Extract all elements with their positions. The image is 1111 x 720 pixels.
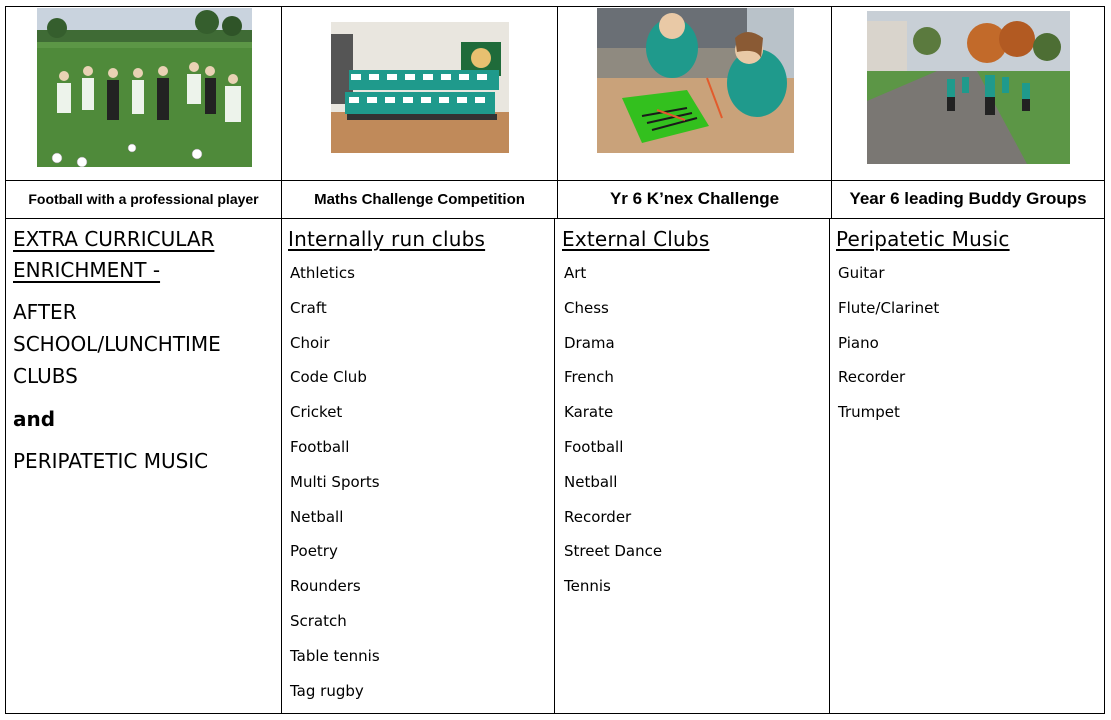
intro-line4: SCHOOL/LUNCHTIME [13, 332, 221, 356]
list-item: Athletics [290, 264, 355, 282]
caption-knex [558, 180, 831, 218]
list-item: Tag rugby [290, 681, 364, 700]
intro-title-line1: EXTRA CURRICULAR [13, 227, 215, 251]
list-item: Trumpet [838, 403, 900, 422]
intro-line6: and [13, 407, 56, 431]
caption-buddy [832, 180, 1104, 218]
list-item: Drama [564, 333, 615, 352]
list-item: Tennis [564, 577, 611, 596]
caption-football [6, 180, 281, 218]
list-item: Rounders [290, 577, 361, 596]
caption-buddy-text: Year 6 leading Buddy Groups [849, 189, 1087, 208]
internal-clubs-heading: Internally run clubs [288, 227, 486, 251]
external-clubs-list [564, 264, 662, 612]
intro-line3: AFTER [13, 300, 77, 324]
list-item: Recorder [838, 368, 906, 387]
table-border-right [1104, 6, 1105, 714]
peripatetic-music-list [838, 264, 939, 438]
caption-football-text: Football with a professional player [28, 191, 259, 207]
table-border-col2-bottom [554, 218, 555, 714]
list-item: Football [564, 437, 624, 456]
list-item: Flute/Clarinet [838, 298, 940, 317]
table-border-col3-bottom [829, 218, 830, 714]
peripatetic-music-column [836, 219, 1098, 720]
list-item: Football [290, 437, 350, 456]
list-item: Scratch [290, 611, 347, 630]
photo-buddy-groups [867, 11, 1070, 164]
list-item: Recorder [564, 507, 632, 526]
list-item: Multi Sports [290, 472, 380, 491]
peripatetic-music-heading: Peripatetic Music [836, 227, 1010, 251]
photo-maths-challenge [331, 22, 509, 153]
table-border-top [5, 6, 1105, 7]
list-item: Netball [290, 507, 344, 526]
intro-title-line2: ENRICHMENT - [13, 258, 161, 282]
list-item: Guitar [838, 264, 885, 282]
intro-line7: PERIPATETIC MUSIC [13, 449, 209, 473]
list-item: Cricket [290, 403, 343, 422]
internal-clubs-column [288, 219, 550, 720]
list-item: Table tennis [290, 646, 380, 665]
caption-maths-text: Maths Challenge Competition [314, 190, 525, 208]
list-item: Choir [290, 333, 330, 352]
list-item: Street Dance [564, 542, 663, 561]
list-item: Netball [564, 472, 618, 491]
list-item: Chess [564, 298, 609, 317]
intro-line5: CLUBS [13, 364, 78, 388]
list-item: Piano [838, 333, 879, 352]
list-item: Art [564, 264, 587, 282]
photo-football [37, 8, 252, 167]
list-item: Poetry [290, 542, 338, 561]
external-clubs-column [562, 219, 824, 720]
caption-maths [282, 180, 557, 218]
table-border-left [5, 6, 6, 714]
photo-knex-challenge [597, 8, 794, 153]
list-item: Craft [290, 298, 327, 317]
internal-clubs-list [290, 264, 380, 716]
caption-knex-text: Yr 6 K’nex Challenge [609, 189, 780, 208]
list-item: French [564, 368, 614, 387]
external-clubs-heading: External Clubs [562, 227, 710, 251]
table-border-col1 [281, 6, 282, 714]
list-item: Code Club [290, 368, 367, 387]
list-item: Karate [564, 403, 614, 422]
